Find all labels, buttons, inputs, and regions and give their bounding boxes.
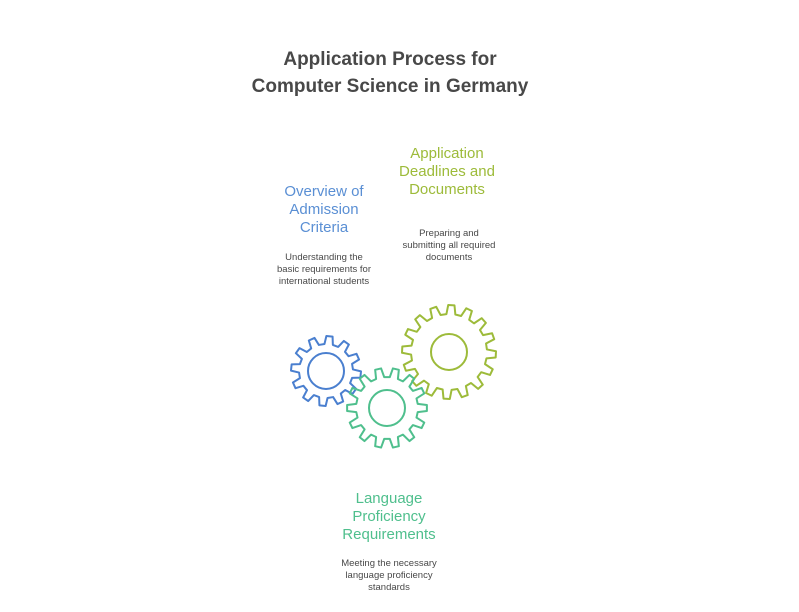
block-title-admission-criteria: Overview of Admission Criteria <box>284 183 364 236</box>
block-desc-admission-criteria: Understanding the basic requirements for international students <box>277 252 371 287</box>
blue-gear-icon <box>291 336 361 406</box>
block-title-deadlines-documents: Application Deadlines and Documents <box>399 145 495 198</box>
block-desc-deadlines-documents: Preparing and submitting all required documents <box>402 228 496 263</box>
block-desc-language-proficiency: Meeting the necessary language proficiency standards <box>341 558 437 593</box>
green-gear-icon <box>402 305 496 399</box>
diagram-title: Application Process for Computer Science in Germany <box>251 49 529 97</box>
block-title-language-proficiency: Language Proficiency Requirements <box>342 490 436 543</box>
teal-gear-icon <box>347 368 427 447</box>
